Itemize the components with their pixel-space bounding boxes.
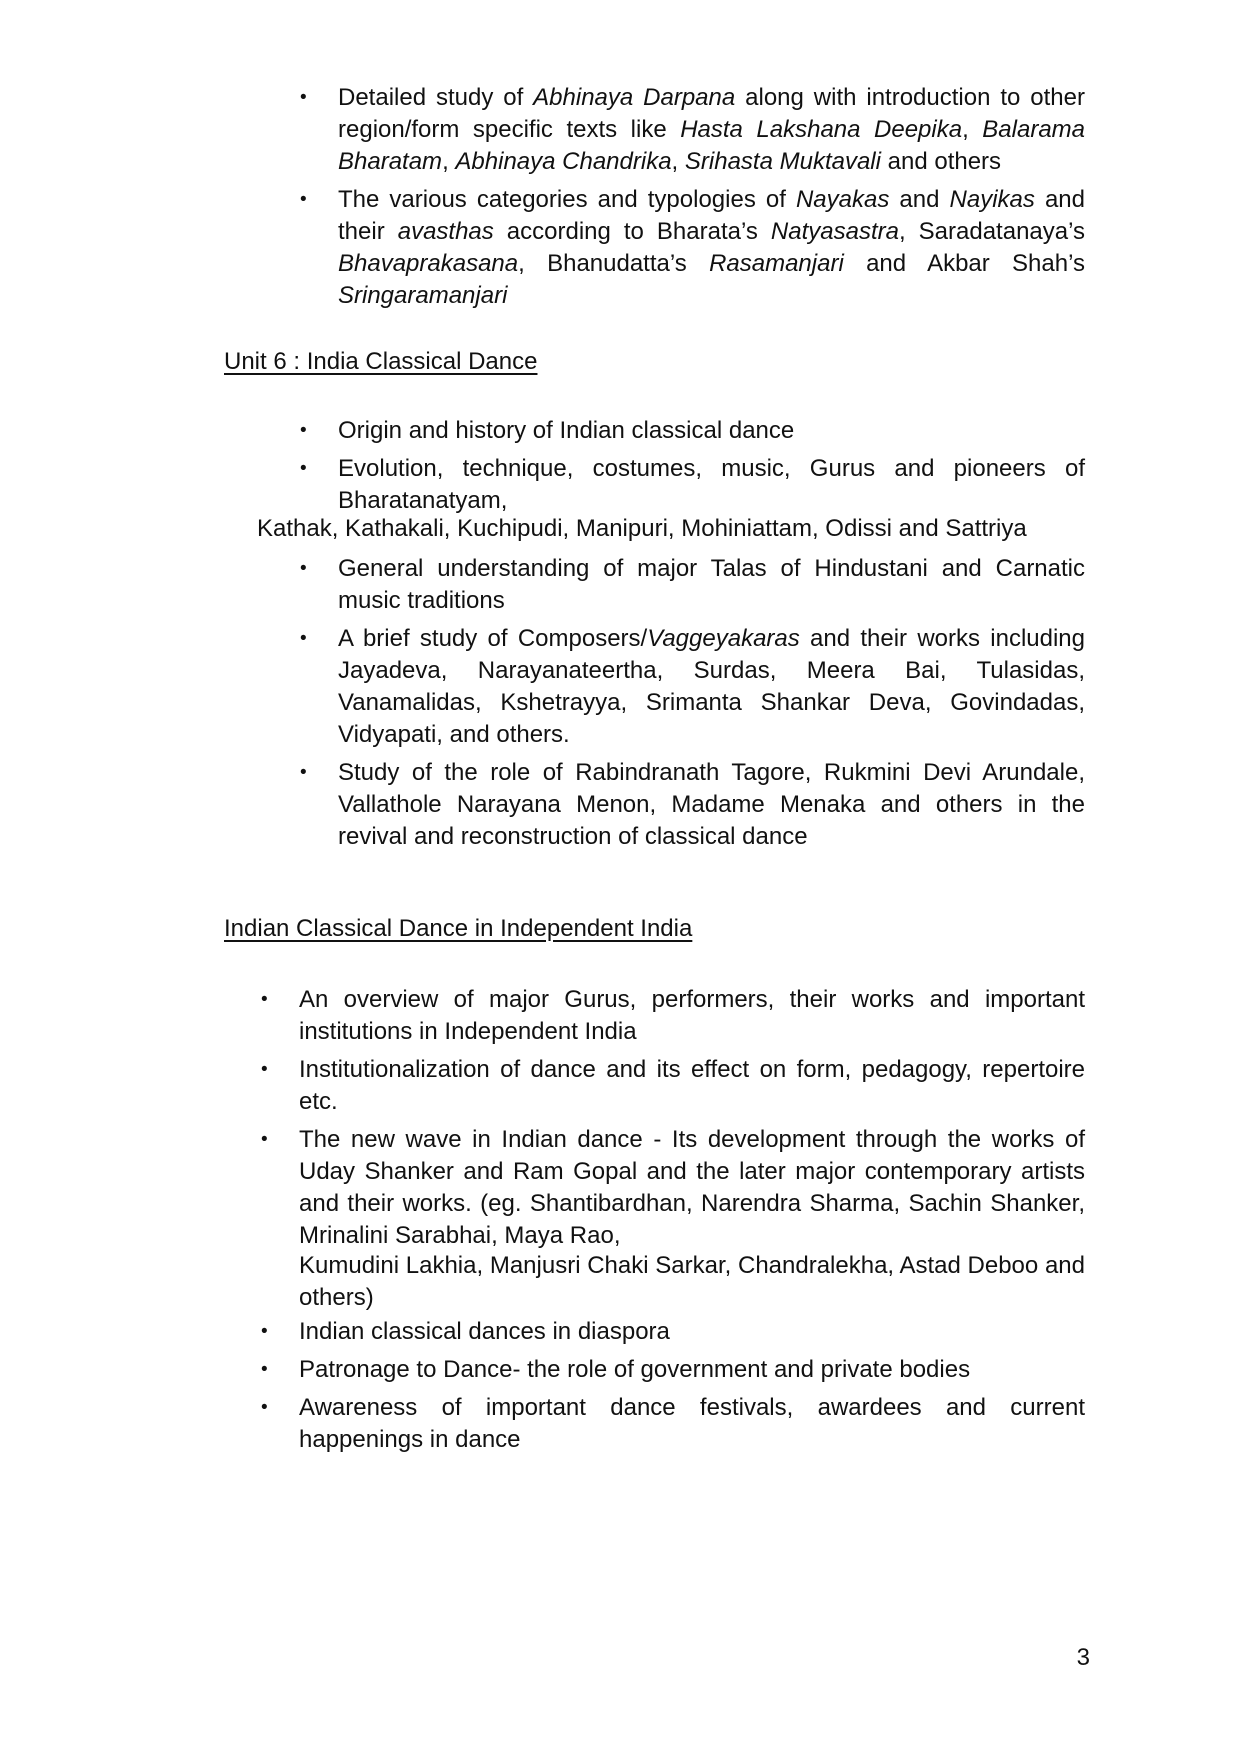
list-item: • The new wave in Indian dance - Its development through the works of Uday Shanker and Ram Gopal and the later major contemporary artists and their works. (eg. Shantibardhan, Narendra Sharma, Sachin Shanker, Mrinalini Sarabhai, Maya Rao, (299, 1124, 1085, 1252)
list-item: • An overview of major Gurus, performers, their works and important institutions in Independent India (299, 984, 1085, 1048)
list-item: • Patronage to Dance- the role of government and private bodies (299, 1354, 1085, 1386)
list-item: • Detailed study of Abhinaya Darpana along with introduction to other region/form specific texts like Hasta Lakshana Deepika, Balarama Bharatam, Abhinaya Chandrika, Srihasta Muktavali and others (338, 82, 1085, 178)
unit6-continuation: Kathak, Kathakali, Kuchipudi, Manipuri, Mohiniattam, Odissi and Sattriya (257, 515, 1027, 542)
list-item: • Origin and history of Indian classical dance (338, 415, 1085, 447)
list-item: • General understanding of major Talas of Hindustani and Carnatic music traditions (338, 553, 1085, 617)
independent-list-a (299, 984, 1085, 1252)
list-item: • Indian classical dances in diaspora (299, 1316, 1085, 1348)
independent-list-b (299, 1316, 1085, 1456)
unit6-list-a (338, 415, 1085, 517)
unit6-heading: Unit 6 : India Classical Dance (224, 348, 538, 375)
independent-heading: Indian Classical Dance in Independent India (224, 915, 693, 942)
unit6-list-b (338, 553, 1085, 853)
list-item: • The various categories and typologies of Nayakas and Nayikas and their avasthas according to Bharata’s Natyasastra, Saradatanaya’s Bhavaprakasana, Bhanudatta’s Rasamanjari and Akbar Shah’s Sringaramanjari (338, 184, 1085, 312)
page-number: 3 (1076, 1644, 1090, 1671)
list-item: • Awareness of important dance festivals, awardees and current happenings in dance (299, 1392, 1085, 1456)
list-item: • Study of the role of Rabindranath Tagore, Rukmini Devi Arundale, Vallathole Narayana Menon, Madame Menaka and others in the revival and reconstruction of classical dance (338, 757, 1085, 853)
section1-list (338, 82, 1085, 312)
list-item: • A brief study of Composers/Vaggeyakaras and their works including Jayadeva, Narayanateertha, Surdas, Meera Bai, Tulasidas, Vanamalidas, Kshetrayya, Srimanta Shankar Deva, Govindadas, Vidyapati, and others. (338, 623, 1085, 751)
list-item: • Institutionalization of dance and its effect on form, pedagogy, repertoire etc. (299, 1054, 1085, 1118)
list-item: • Evolution, technique, costumes, music, Gurus and pioneers of Bharatanatyam, (338, 453, 1085, 517)
independent-continuation: Kumudini Lakhia, Manjusri Chaki Sarkar, Chandralekha, Astad Deboo and others) (299, 1252, 1085, 1311)
